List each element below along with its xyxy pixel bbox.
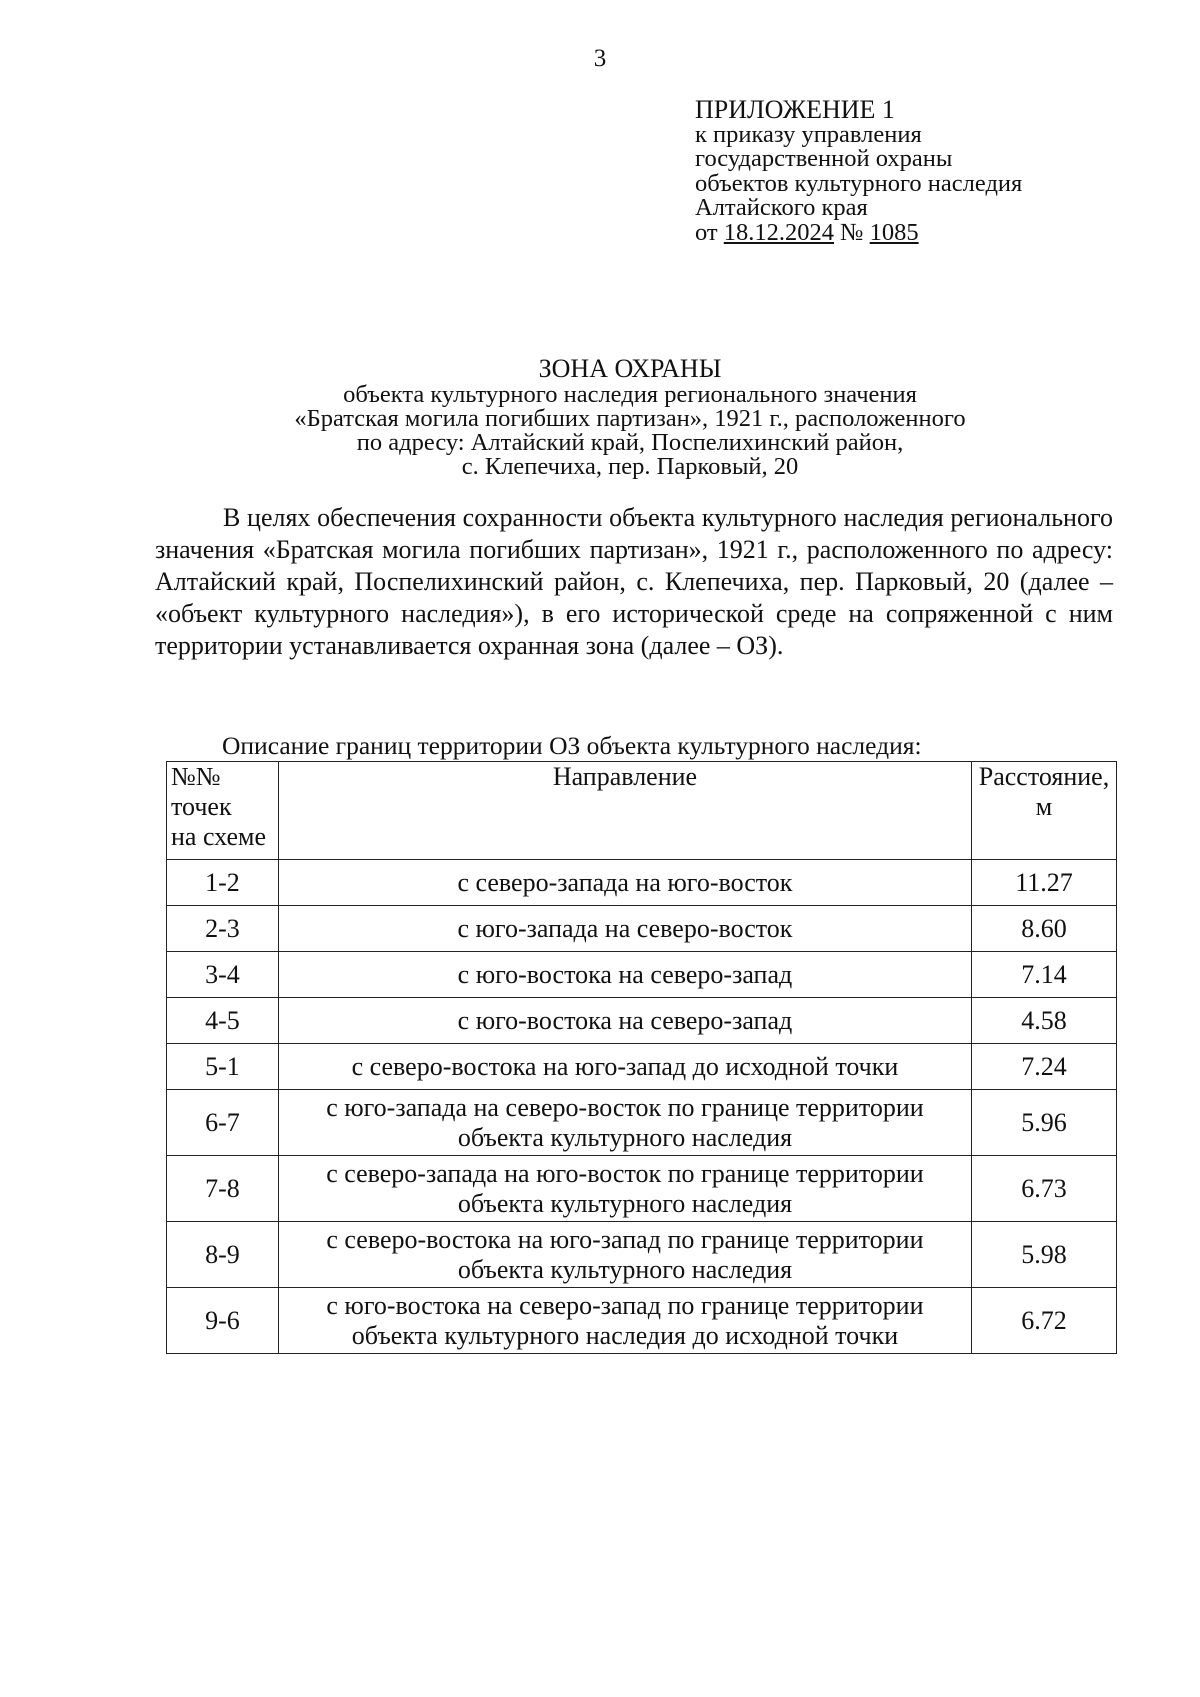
cell-points: 7-8 <box>167 1156 279 1222</box>
appendix-block <box>695 95 1023 246</box>
header-direction: Направление <box>278 762 971 860</box>
cell-direction <box>278 1156 971 1222</box>
cell-distance: 7.24 <box>971 1044 1116 1090</box>
appendix-line: государственной охраны <box>695 145 953 172</box>
date-prefix: от <box>695 218 718 246</box>
table-row <box>167 952 1117 998</box>
direction-line: с северо-запада на юго-восток <box>457 867 793 897</box>
direction-line: объекта культурного наследия <box>457 1254 793 1284</box>
cell-points: 6-7 <box>167 1090 279 1156</box>
header-points-line: №№ <box>171 762 221 791</box>
boundary-table <box>166 761 1117 1354</box>
table-row <box>167 860 1117 906</box>
cell-distance: 4.58 <box>971 998 1116 1044</box>
direction-line: объекта культурного наследия <box>457 1122 793 1152</box>
direction-line: объекта культурного наследия <box>457 1188 793 1218</box>
order-date-line <box>695 218 1022 246</box>
cell-distance: 5.98 <box>971 1222 1116 1288</box>
cell-direction <box>278 952 971 998</box>
appendix-line: к приказу управления <box>695 120 922 148</box>
cell-direction <box>278 998 971 1044</box>
cell-points: 9-6 <box>167 1288 279 1354</box>
appendix-title: ПРИЛОЖЕНИЕ 1 <box>695 95 895 124</box>
direction-line: с северо-востока на юго-запад по границе территории <box>326 1224 924 1254</box>
zone-title-line: «Братская могила погибших партизан», 1921 г., расположенного <box>294 405 966 432</box>
direction-line: с юго-запада на северо-восток по границе территории <box>326 1092 924 1122</box>
table-row <box>167 906 1117 952</box>
order-number: 1085 <box>869 218 919 246</box>
cell-direction <box>278 1288 971 1354</box>
cell-distance: 6.73 <box>971 1156 1116 1222</box>
table-caption: Описание границ территории ОЗ объекта культурного наследия: <box>222 731 922 760</box>
direction-line: с юго-востока на северо-запад <box>457 959 793 989</box>
header-distance-line: м <box>1035 792 1053 821</box>
zone-title-block <box>0 355 1200 479</box>
table-row <box>167 998 1117 1044</box>
cell-direction <box>278 1090 971 1156</box>
table-header-row <box>167 762 1117 860</box>
direction-line: с северо-запада на юго-восток по границе территории <box>326 1158 924 1188</box>
cell-distance: 11.27 <box>971 860 1116 906</box>
cell-direction <box>278 860 971 906</box>
direction-line: с юго-запада на северо-восток <box>457 913 793 943</box>
cell-direction <box>278 1044 971 1090</box>
zone-title-line: с. Клепечиха, пер. Парковый, 20 <box>461 453 799 480</box>
order-date: 18.12.2024 <box>723 218 835 246</box>
table-row <box>167 1222 1117 1288</box>
direction-line: с юго-востока на северо-запад <box>457 1005 793 1035</box>
appendix-line: объектов культурного наследия <box>695 169 1023 197</box>
zone-title-head: ЗОНА ОХРАНЫ <box>538 354 722 383</box>
number-prefix: № <box>840 218 864 246</box>
direction-line: объекта культурного наследия до исходной точки <box>351 1320 899 1350</box>
page-number: 3 <box>593 45 607 72</box>
cell-direction <box>278 1222 971 1288</box>
cell-points: 3-4 <box>167 952 279 998</box>
zone-title-line: по адресу: Алтайский край, Поспелихинский район, <box>356 429 904 456</box>
header-points-line: на схеме <box>171 822 267 851</box>
header-points-line: точек <box>171 792 232 821</box>
cell-distance: 8.60 <box>971 906 1116 952</box>
cell-distance: 6.72 <box>971 1288 1116 1354</box>
direction-line: с северо-востока на юго-запад до исходной точки <box>351 1051 899 1081</box>
intro-paragraph-block <box>155 502 1113 662</box>
direction-line: с юго-востока на северо-запад по границе территории <box>326 1290 924 1320</box>
cell-points: 2-3 <box>167 906 279 952</box>
table-row <box>167 1044 1117 1090</box>
header-distance <box>971 762 1116 860</box>
cell-points: 5-1 <box>167 1044 279 1090</box>
cell-points: 4-5 <box>167 998 279 1044</box>
cell-distance: 5.96 <box>971 1090 1116 1156</box>
cell-points: 8-9 <box>167 1222 279 1288</box>
header-points <box>167 762 279 860</box>
cell-points: 1-2 <box>167 860 279 906</box>
cell-direction <box>278 906 971 952</box>
table-row <box>167 1090 1117 1156</box>
table-row <box>167 1288 1117 1354</box>
appendix-line: Алтайского края <box>695 194 868 221</box>
cell-distance: 7.14 <box>971 952 1116 998</box>
zone-title-line: объекта культурного наследия регионального значения <box>343 381 917 408</box>
header-distance-line: Расстояние, <box>978 762 1110 791</box>
table-row <box>167 1156 1117 1222</box>
intro-paragraph: В целях обеспечения сохранности объекта культурного наследия регионального значения «Братская могила погибших партизан», 1921 г., расположенного по адресу: Алтайский край, Поспелихинский район, с. Клепечиха, пер. Парковый, 20 (далее – «объект культурного наследия»), в его исторической среде на сопряженной с ним территории устанавливается охранная зона (далее – ОЗ). <box>155 503 1113 660</box>
